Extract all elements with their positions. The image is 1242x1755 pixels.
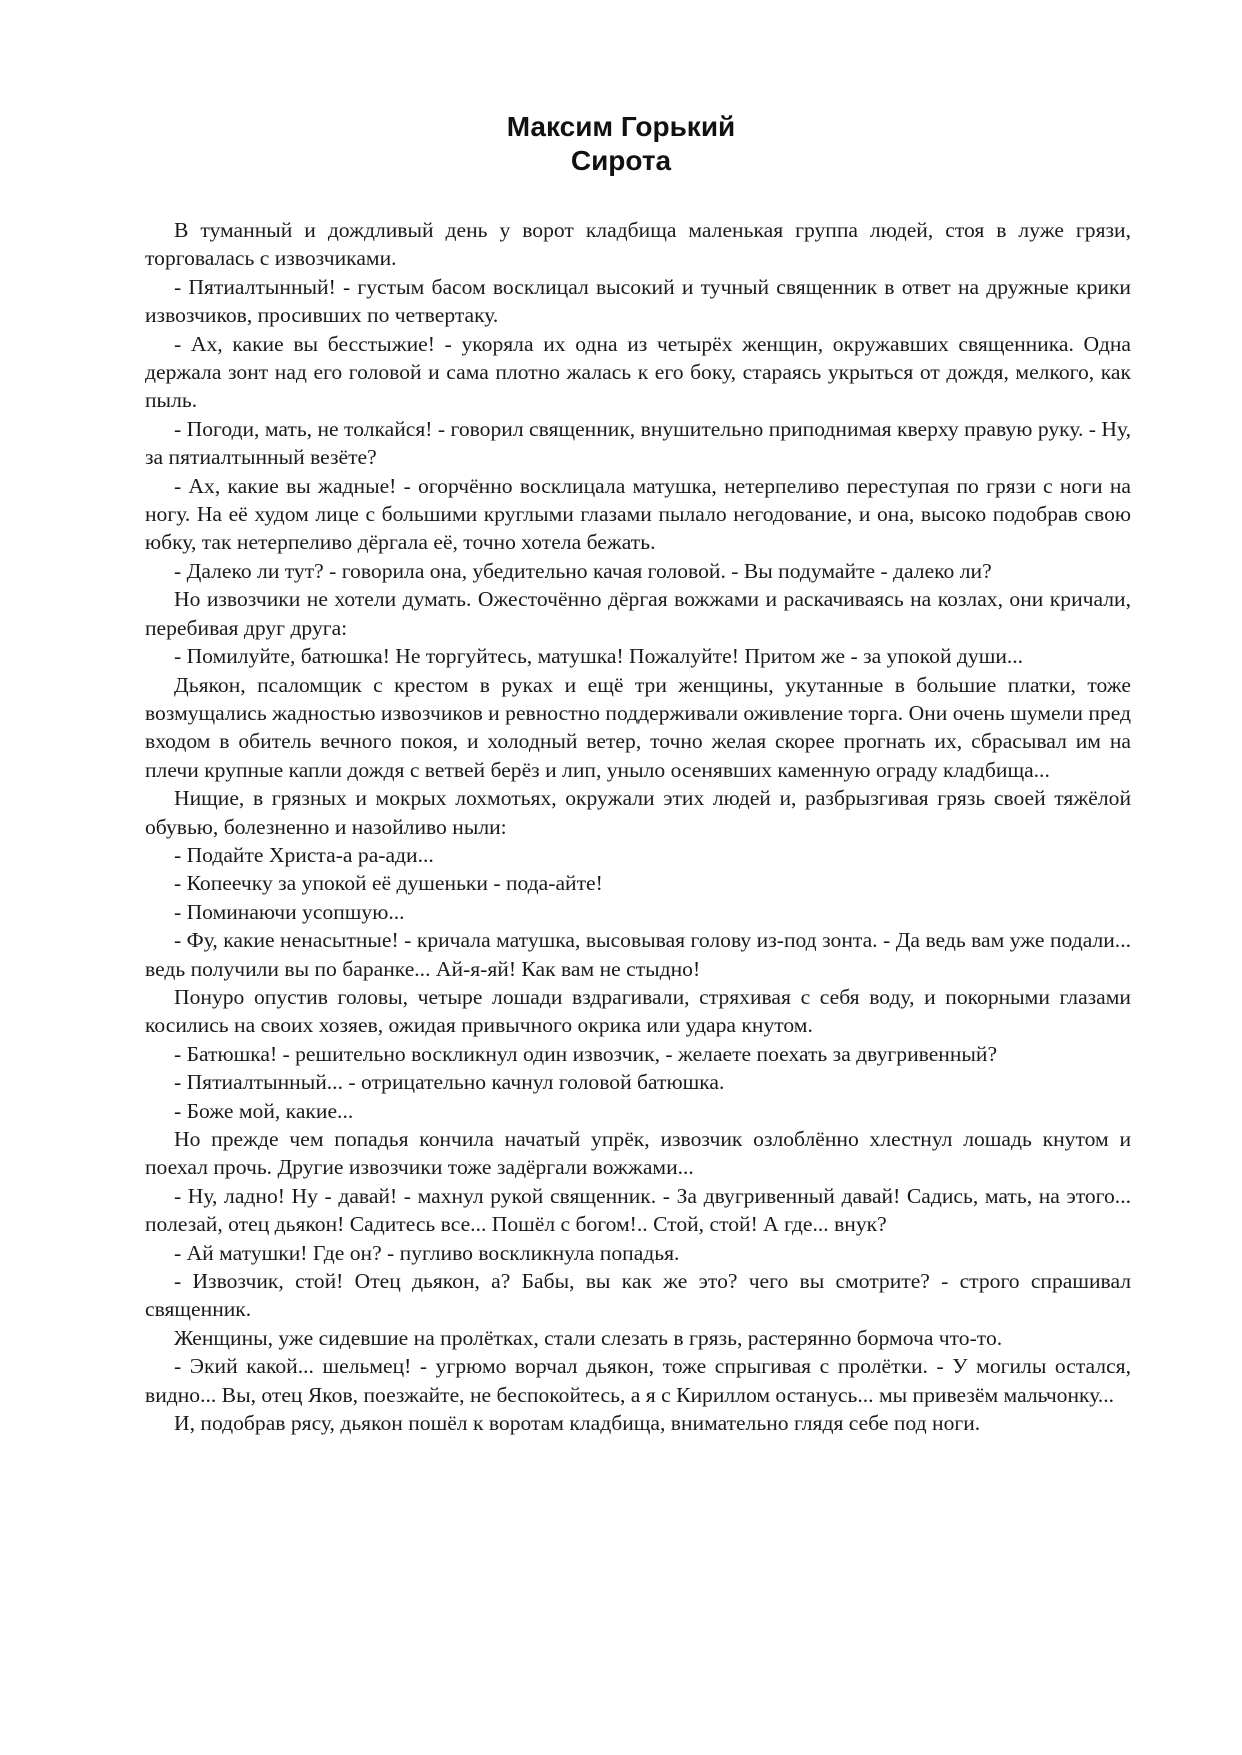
paragraph: - Фу, какие ненасытные! - кричала матушка, высовывая голову из-под зонта. - Да ведь вам уже подали... ведь получили вы по баранке... Ай-я-яй! Как вам не стыдно!: [145, 928, 1131, 981]
paragraph: Но извозчики не хотели думать. Ожесточённо дёргая вожжами и раскачиваясь на козлах, они кричали, перебивая друг друга:: [145, 587, 1131, 640]
paragraph: - Далеко ли тут? - говорила она, убедительно качая головой. - Вы подумайте - далеко ли?: [174, 558, 992, 583]
paragraph: Нищие, в грязных и мокрых лохмотьях, окружали этих людей и, разбрызгивая грязь своей тяжёлой обувью, болезненно и назойливо ныли:: [145, 786, 1131, 839]
paragraph: - Ах, какие вы жадные! - огорчённо восклицала матушка, нетерпеливо переступая по грязи с ноги на ногу. На её худом лице с большими круглыми глазами пылало негодование, и она, высоко подобрав свою юбку, так нетерпеливо дёргала её, точно хотела бежать.: [145, 473, 1131, 555]
paragraph: Но прежде чем попадья кончила начатый упрёк, извозчик озлоблённо хлестнул лошадь кнутом и поехал прочь. Другие извозчики тоже задёргали вожжами...: [145, 1127, 1131, 1180]
paragraph: - Извозчик, стой! Отец дьякон, а? Бабы, вы как же это? чего вы смотрите? - строго спрашивал священник.: [145, 1269, 1131, 1322]
paragraph: - Подайте Христа-а ра-ади...: [174, 842, 434, 867]
paragraph: И, подобрав рясу, дьякон пошёл к воротам кладбища, внимательно глядя себе под ноги.: [174, 1411, 981, 1436]
paragraph: - Ну, ладно! Ну - давай! - махнул рукой священник. - За двугривенный давай! Садись, мать, на этого... полезай, отец дьякон! Садитесь все... Пошёл с богом!.. Стой, стой! А где... внук?: [145, 1183, 1131, 1237]
paragraph: - Копеечку за упокой её душеньки - пода-айте!: [174, 871, 603, 896]
paragraph: - Ах, какие вы бесстыжие! - укоряла их одна из четырёх женщин, окружавших священника. Одна держала зонт над его головой и сама плотно жалась к его боку, стараясь укрыться от дождя, мелкого, как пыль.: [145, 331, 1131, 413]
document-header: [0, 110, 1242, 178]
document-body: [145, 216, 1131, 1437]
paragraph: - Пятиалтынный... - отрицательно качнул головой батюшка.: [174, 1070, 725, 1095]
paragraph: - Экий какой... шельмец! - угрюмо ворчал дьякон, тоже спрыгивая с пролётки. - У могилы остался, видно... Вы, отец Яков, поезжайте, не беспокойтесь, а я с Кириллом останусь... мы привезём мальчонку...: [145, 1354, 1131, 1407]
paragraph: Женщины, уже сидевшие на пролётках, стали слезать в грязь, растерянно бормоча что-то.: [174, 1325, 1003, 1350]
author-name: Максим Горький: [506, 111, 736, 142]
document-title: Сирота: [570, 145, 672, 176]
paragraph: - Погоди, мать, не толкайся! - говорил священник, внушительно приподнимая кверху правую руку. - Ну, за пятиалтынный везёте?: [145, 416, 1131, 470]
paragraph: - Пятиалтынный! - густым басом восклицал высокий и тучный священник в ответ на дружные крики извозчиков, просивших по четвертаку.: [145, 274, 1131, 328]
paragraph: - Батюшка! - решительно воскликнул один извозчик, - желаете поехать за двугривенный?: [174, 1041, 998, 1066]
paragraph: - Поминаючи усопшую...: [174, 899, 405, 924]
paragraph: Дьякон, псаломщик с крестом в руках и ещё три женщины, укутанные в большие платки, тоже возмущались жадностью извозчиков и ревностно поддерживали оживление торга. Они очень шумели пред входом в обитель вечного покоя, и холодный ветер, точно желая скорее прогнать их, сбрасывал им на плечи крупные капли дождя с ветвей берёз и лип, уныло осенявших каменную ограду кладбища...: [145, 672, 1131, 782]
paragraph: Понуро опустив головы, четыре лошади вздрагивали, стряхивая с себя воду, и покорными глазами косились на своих хозяев, ожидая привычного окрика или удара кнутом.: [145, 984, 1131, 1038]
paragraph: - Боже мой, какие...: [174, 1098, 354, 1123]
paragraph: - Помилуйте, батюшка! Не торгуйтесь, матушка! Пожалуйте! Притом же - за упокой души...: [174, 644, 1024, 669]
paragraph: - Ай матушки! Где он? - пугливо воскликнула попадья.: [174, 1240, 680, 1265]
paragraph: В туманный и дождливый день у ворот кладбища маленькая группа людей, стоя в луже грязи, торговалась с извозчиками.: [145, 218, 1131, 271]
